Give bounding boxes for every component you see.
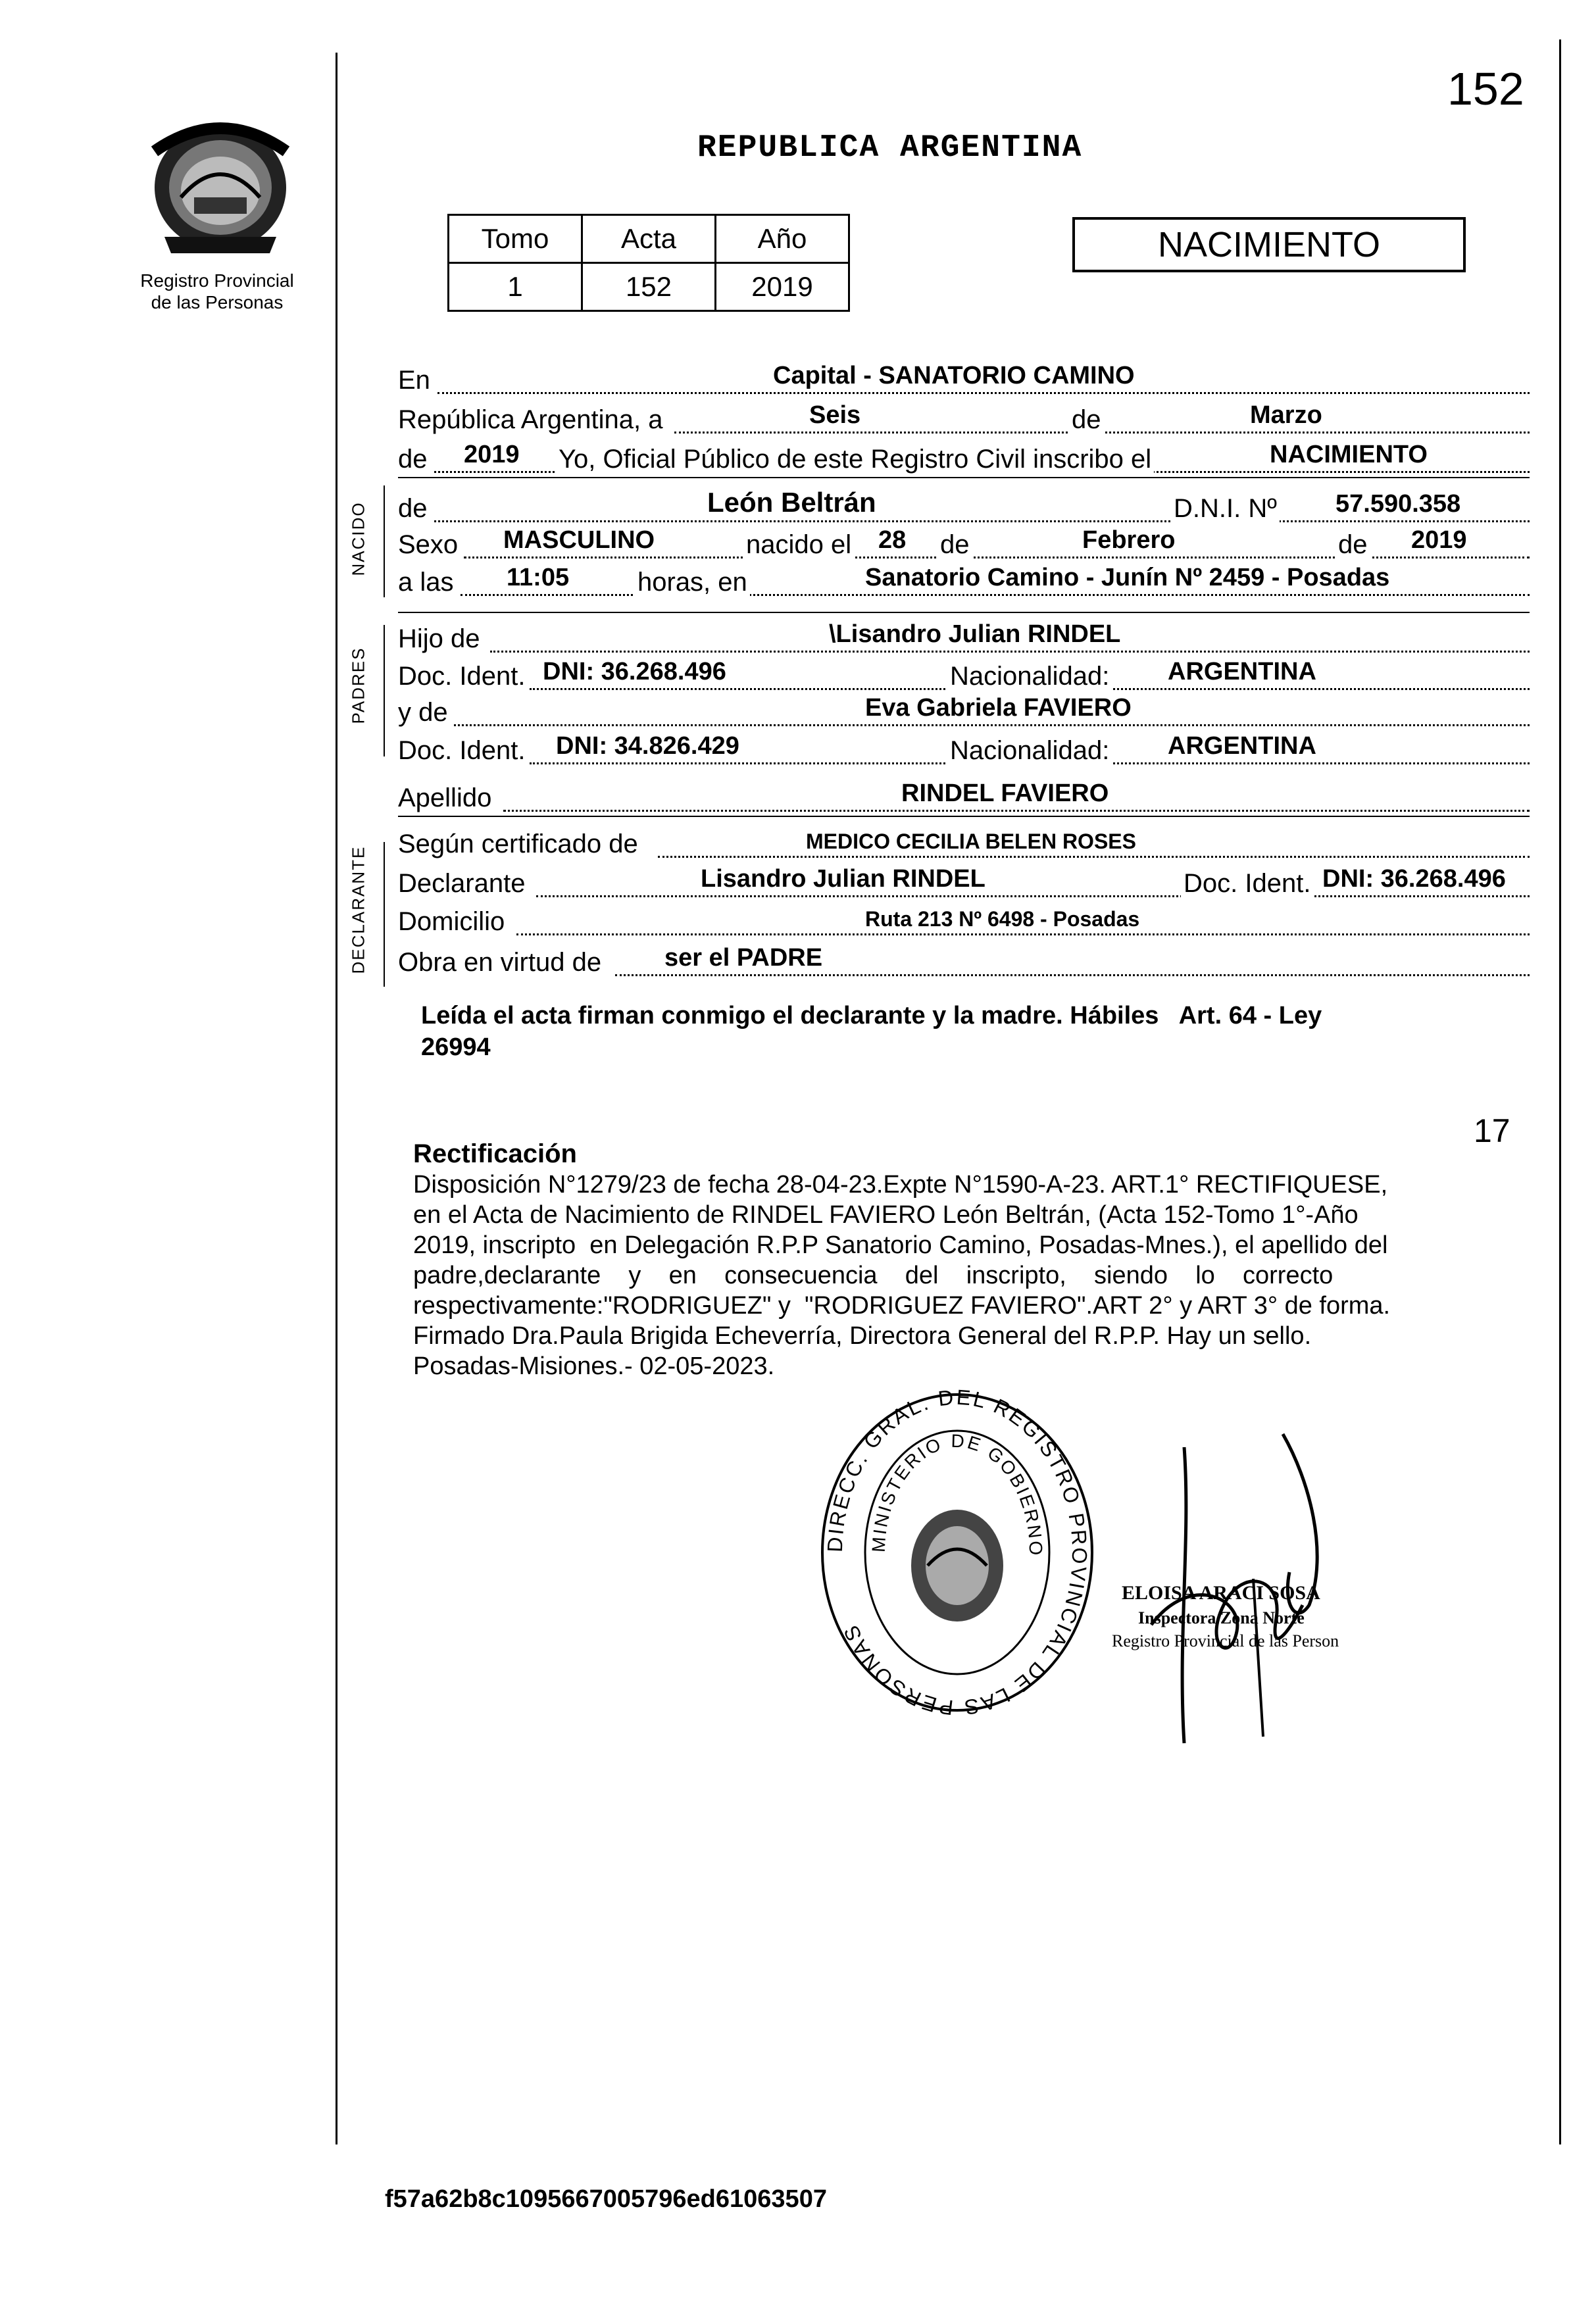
document-title: REPUBLICA ARGENTINA bbox=[697, 130, 1083, 166]
separator-1 bbox=[398, 477, 1530, 478]
field-alas-value2: Sanatorio Camino - Junín Nº 2459 - Posadas bbox=[865, 564, 1390, 591]
field-declarante bbox=[398, 862, 1530, 901]
logo-caption bbox=[118, 270, 316, 313]
separator-3 bbox=[398, 816, 1530, 817]
field-de-value: León Beltrán bbox=[707, 487, 876, 518]
closing-statement bbox=[421, 1000, 1539, 1063]
signer-title: Inspectora Zona Norte bbox=[1138, 1608, 1305, 1627]
field-declarante-label: Declarante bbox=[398, 869, 526, 898]
ref-value-tomo: 1 bbox=[449, 263, 582, 311]
field-yde bbox=[398, 691, 1530, 730]
field-apellido-dots bbox=[503, 810, 1530, 812]
field-obra bbox=[398, 941, 1530, 980]
section-label-nacido: NACIDO bbox=[348, 501, 368, 576]
ref-header-acta: Acta bbox=[582, 215, 716, 263]
field-republica-month: Marzo bbox=[1250, 401, 1322, 429]
nacido-bracket bbox=[384, 485, 385, 597]
right-margin-line bbox=[1559, 39, 1561, 2144]
logo-caption-line1: Registro Provincial bbox=[140, 270, 294, 291]
field-doc1-value2: ARGENTINA bbox=[1168, 658, 1316, 685]
field-republica bbox=[398, 398, 1530, 437]
field-segun-dots bbox=[658, 856, 1530, 858]
field-alas-dots bbox=[461, 594, 1530, 596]
field-anio-label2: Yo, Oficial Público de este Registro Civil inscribo el bbox=[556, 445, 1154, 474]
field-anio-value2: NACIMIENTO bbox=[1270, 441, 1428, 468]
declarante-bracket bbox=[384, 842, 385, 987]
field-sexo-value2: 28 bbox=[878, 526, 907, 554]
field-republica-day: Seis bbox=[809, 401, 861, 429]
field-sexo-label: Sexo bbox=[398, 530, 459, 559]
field-hijo-value: \Lisandro Julian RINDEL bbox=[829, 620, 1121, 648]
field-sexo bbox=[398, 523, 1530, 562]
field-sexo-label2: nacido el bbox=[743, 530, 854, 560]
record-type-box: NACIMIENTO bbox=[1072, 217, 1466, 272]
closing-line1: Leída el acta firman conmigo el declarante y la madre. Hábiles Art. 64 - Ley bbox=[421, 1002, 1322, 1029]
field-republica-label: República Argentina, a bbox=[398, 405, 663, 434]
field-sexo-label4: de bbox=[1335, 530, 1370, 560]
field-doc2-value2: ARGENTINA bbox=[1168, 732, 1316, 760]
field-de bbox=[398, 487, 1530, 526]
field-sexo-value4: 2019 bbox=[1411, 526, 1467, 554]
field-declarante-dots bbox=[536, 895, 1530, 897]
field-en bbox=[398, 359, 1530, 398]
seal-inner-text: MINISTERIO DE GOBIERNO bbox=[868, 1430, 1047, 1558]
signer-name: ELOISA ARACI SOSA bbox=[1122, 1582, 1320, 1604]
field-de-label2: D.N.I. Nº bbox=[1171, 494, 1280, 524]
ref-value-acta: 152 bbox=[582, 263, 716, 311]
field-sexo-value: MASCULINO bbox=[503, 526, 655, 554]
field-hijo bbox=[398, 617, 1530, 656]
left-margin-line bbox=[336, 53, 337, 2144]
field-doc1-label: Doc. Ident. bbox=[398, 662, 526, 691]
ref-header-tomo: Tomo bbox=[449, 215, 582, 263]
field-apellido bbox=[398, 776, 1530, 816]
field-obra-dots bbox=[615, 974, 1530, 976]
province-logo bbox=[141, 112, 299, 263]
field-sexo-value3: Febrero bbox=[1082, 526, 1176, 554]
field-declarante-value2: DNI: 36.268.496 bbox=[1322, 865, 1506, 893]
section-label-declarante: DECLARANTE bbox=[348, 845, 368, 974]
field-segun-value: MEDICO CECILIA BELEN ROSES bbox=[806, 830, 1136, 853]
field-domicilio-dots bbox=[516, 933, 1530, 935]
field-yde-label: y de bbox=[398, 698, 448, 727]
field-alas-label: a las bbox=[398, 568, 454, 597]
field-alas-label2: horas, en bbox=[635, 568, 750, 597]
field-segun bbox=[398, 822, 1530, 862]
field-en-dots bbox=[437, 392, 1530, 394]
field-republica-label2: de bbox=[1069, 405, 1104, 435]
field-doc2-label: Doc. Ident. bbox=[398, 736, 526, 765]
field-alas bbox=[398, 560, 1530, 600]
field-yde-value: Eva Gabriela FAVIERO bbox=[865, 694, 1132, 722]
field-segun-label: Según certificado de bbox=[398, 830, 638, 858]
field-yde-dots bbox=[454, 724, 1530, 726]
field-obra-label: Obra en virtud de bbox=[398, 948, 602, 977]
logo-caption-line2: de las Personas bbox=[151, 292, 284, 312]
field-doc1 bbox=[398, 655, 1530, 694]
rect-line-2: en el Acta de Nacimiento de RINDEL FAVIERO León Beltrán, (Acta 152-Tomo 1°-Año bbox=[413, 1201, 1359, 1229]
field-anio-value: 2019 bbox=[464, 441, 520, 468]
field-anio-label: de bbox=[398, 445, 428, 474]
field-en-label: En bbox=[398, 366, 430, 395]
ref-header-anio: Año bbox=[716, 215, 849, 263]
page-number: 152 bbox=[1447, 63, 1524, 114]
reference-table bbox=[447, 214, 850, 312]
rect-line-7: Posadas-Misiones.- 02-05-2023. bbox=[413, 1352, 775, 1380]
field-doc1-label2: Nacionalidad: bbox=[947, 662, 1112, 691]
field-doc1-value: DNI: 36.268.496 bbox=[543, 658, 726, 685]
official-seal bbox=[812, 1388, 1102, 1717]
field-sexo-label3: de bbox=[937, 530, 972, 560]
section-label-padres: PADRES bbox=[348, 647, 368, 724]
field-en-value: Capital - SANATORIO CAMINO bbox=[773, 362, 1135, 389]
ref-value-anio: 2019 bbox=[716, 263, 849, 311]
rectificacion-body bbox=[413, 1170, 1558, 1381]
field-hijo-dots bbox=[490, 651, 1530, 653]
rectificacion-heading: Rectificación bbox=[413, 1139, 577, 1168]
field-de-label: de bbox=[398, 494, 428, 523]
separator-2 bbox=[398, 612, 1530, 613]
field-doc2-value: DNI: 34.826.429 bbox=[556, 732, 739, 760]
field-domicilio-label: Domicilio bbox=[398, 907, 505, 936]
field-declarante-value: Lisandro Julian RINDEL bbox=[701, 865, 985, 893]
rect-line-1: Disposición N°1279/23 de fecha 28-04-23.Expte N°1590-A-23. ART.1° RECTIFIQUESE, bbox=[413, 1171, 1388, 1199]
rect-line-3: 2019, inscripto en Delegación R.P.P Sanatorio Camino, Posadas-Mnes.), el apellido del bbox=[413, 1231, 1388, 1259]
field-domicilio bbox=[398, 900, 1530, 939]
document-hash: f57a62b8c1095667005796ed61063507 bbox=[385, 2185, 827, 2213]
rect-line-4: padre,declarante y en consecuencia del inscripto, siendo lo correcto bbox=[413, 1262, 1334, 1289]
field-hijo-label: Hijo de bbox=[398, 624, 480, 653]
field-apellido-label: Apellido bbox=[398, 783, 492, 812]
seal-outer-text: DIRECC. GRAL. DEL REGISTRO PROVINCIAL DE LAS PERSONAS bbox=[822, 1388, 1092, 1717]
closing-line2: 26994 bbox=[421, 1033, 491, 1061]
rect-line-5: respectivamente:"RODRIGUEZ" y "RODRIGUEZ FAVIERO".ART 2° y ART 3° de forma. bbox=[413, 1292, 1391, 1320]
field-de-dots bbox=[434, 520, 1530, 522]
field-doc2-label2: Nacionalidad: bbox=[947, 736, 1112, 766]
field-declarante-label2: Doc. Ident. bbox=[1181, 869, 1313, 899]
field-doc2 bbox=[398, 729, 1530, 768]
padres-bracket bbox=[384, 625, 385, 756]
field-anio bbox=[398, 437, 1530, 477]
rect-line-6: Firmado Dra.Paula Brigida Echeverría, Directora General del R.P.P. Hay un sello. bbox=[413, 1322, 1312, 1350]
handwritten-signature bbox=[1112, 1408, 1362, 1750]
field-apellido-value: RINDEL FAVIERO bbox=[901, 780, 1109, 807]
field-domicilio-value: Ruta 213 Nº 6498 - Posadas bbox=[865, 907, 1140, 931]
margin-number: 17 bbox=[1474, 1112, 1510, 1149]
field-alas-value: 11:05 bbox=[507, 564, 570, 591]
field-obra-value: ser el PADRE bbox=[664, 944, 823, 972]
signer-office: Registro Provincial de las Person bbox=[1112, 1631, 1339, 1650]
field-de-value2: 57.590.358 bbox=[1335, 490, 1461, 518]
